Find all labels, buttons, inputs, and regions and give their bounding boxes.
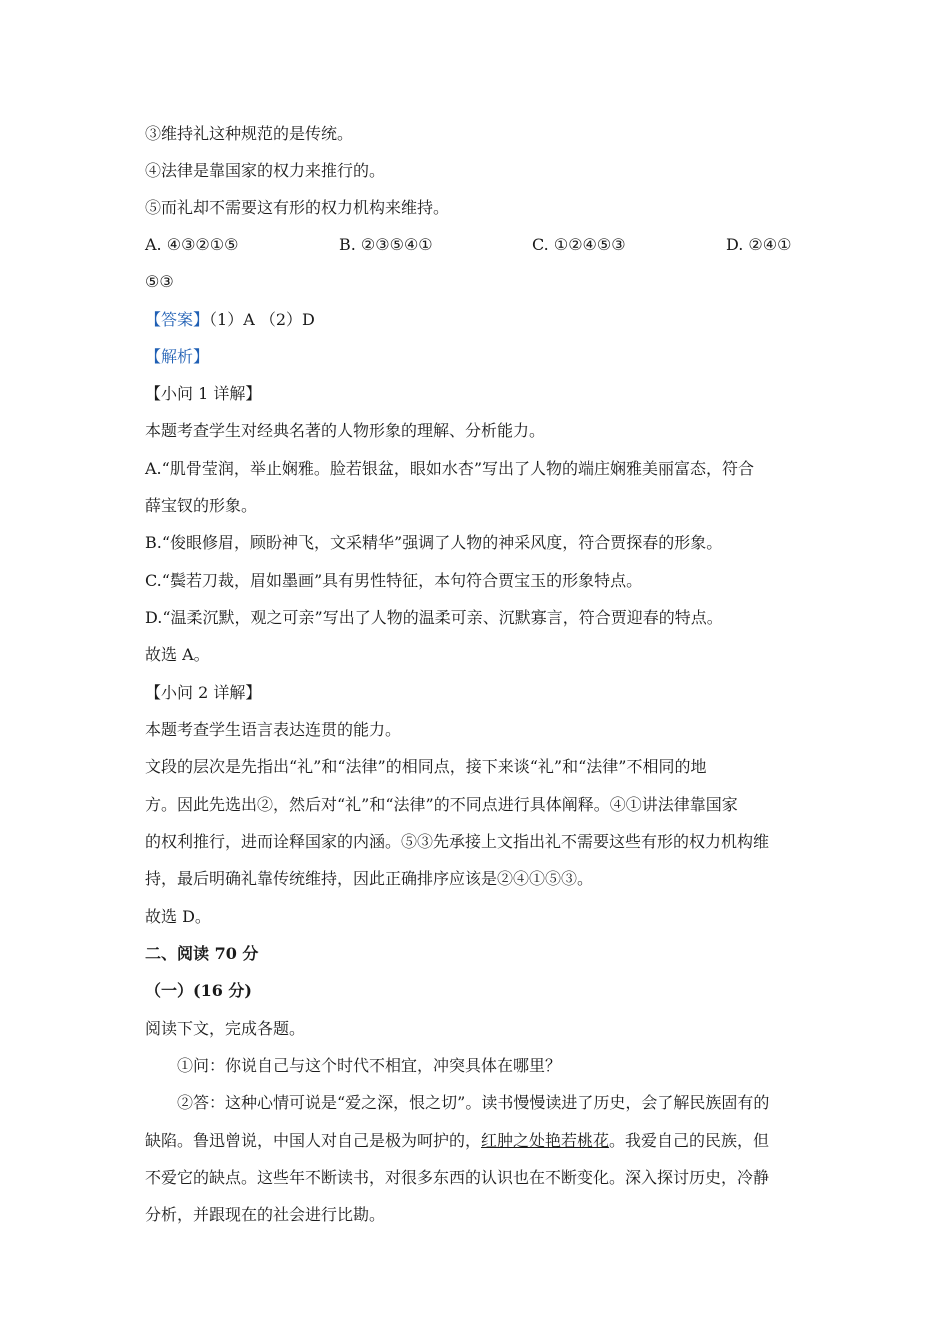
section-title: 二、阅读 70 分 — [145, 944, 259, 963]
q1-heading: 【小问 1 详解】 — [145, 384, 262, 403]
q2-line: 本题考查学生语言表达连贯的能力。 — [145, 720, 402, 739]
passage-para-1: ①问：你说自己与这个时代不相宜，冲突具体在哪里？ — [177, 1056, 562, 1075]
q1-line: 薛宝钗的形象。 — [145, 496, 258, 515]
choice-b: B. ②③⑤④① — [339, 235, 433, 254]
reading-instruction: 阅读下文，完成各题。 — [145, 1019, 306, 1038]
choice-d-wrap: ⑤③ — [145, 272, 174, 291]
q1-line: D.“温柔沉默，观之可亲”写出了人物的温柔可亲、沉默寡言，符合贾迎春的特点。 — [145, 608, 723, 627]
q1-line: 故选 A。 — [145, 645, 210, 664]
passage-para-2-line: ②答：这种心情可说是“爱之深，恨之切”。读书慢慢读进了历史，会了解民族固有的 — [177, 1093, 770, 1112]
passage-text: 。我爱自己的民族，但 — [609, 1131, 770, 1150]
sentence-5: ⑤而礼却不需要这有形的权力机构来维持。 — [145, 198, 450, 217]
q1-line: A.“肌骨莹润，举止娴雅。脸若银盆，眼如水杏”写出了人物的端庄娴雅美丽富态，符合 — [145, 459, 755, 478]
choice-a: A. ④③②①⑤ — [145, 235, 239, 254]
underlined-phrase: 红肿之处艳若桃花 — [481, 1131, 610, 1150]
passage-para-2-line: 分析，并跟现在的社会进行比勘。 — [145, 1205, 386, 1224]
q1-line: B.“俊眼修眉，顾盼神飞，文采精华”强调了人物的神采风度，符合贾探春的形象。 — [145, 533, 723, 552]
answer-line — [145, 309, 810, 331]
q2-line: 的权利推行，进而诠释国家的内涵。⑤③先承接上文指出礼不需要这些有形的权力机构维 — [145, 832, 770, 851]
q1-line: C.“鬓若刀裁，眉如墨画”具有男性特征，本句符合贾宝玉的形象特点。 — [145, 571, 643, 590]
section-subtitle: （一）(16 分) — [145, 981, 252, 1000]
q1-line: 本题考查学生对经典名著的人物形象的理解、分析能力。 — [145, 421, 546, 440]
q2-line: 方。因此先选出②，然后对“礼”和“法律”的不同点进行具体阐释。④①讲法律靠国家 — [145, 795, 738, 814]
analysis-tag: 【解析】 — [145, 347, 210, 366]
answer-text: （1）A （2）D — [209, 310, 315, 329]
sentence-4: ④法律是靠国家的权力来推行的。 — [145, 161, 386, 180]
choice-d: D. ②④① — [726, 235, 792, 254]
q2-line: 故选 D。 — [145, 907, 211, 926]
choice-c: C. ①②④⑤③ — [532, 235, 626, 254]
answer-tag: 【答案】 — [145, 310, 210, 329]
sentence-3: ③维持礼这种规范的是传统。 — [145, 124, 354, 143]
q2-line: 持，最后明确礼靠传统维持，因此正确排序应该是②④①⑤③。 — [145, 869, 594, 888]
passage-para-2-line — [145, 1130, 810, 1152]
passage-para-2-line: 不爱它的缺点。这些年不断读书，对很多东西的认识也在不断变化。深入探讨历史，冷静 — [145, 1168, 770, 1187]
passage-text: 缺陷。鲁迅曾说，中国人对自己是极为呵护的， — [145, 1131, 482, 1150]
q2-heading: 【小问 2 详解】 — [145, 683, 262, 702]
q2-line: 文段的层次是先指出“礼”和“法律”的相同点，接下来谈“礼”和“法律”不相同的地 — [145, 757, 707, 776]
